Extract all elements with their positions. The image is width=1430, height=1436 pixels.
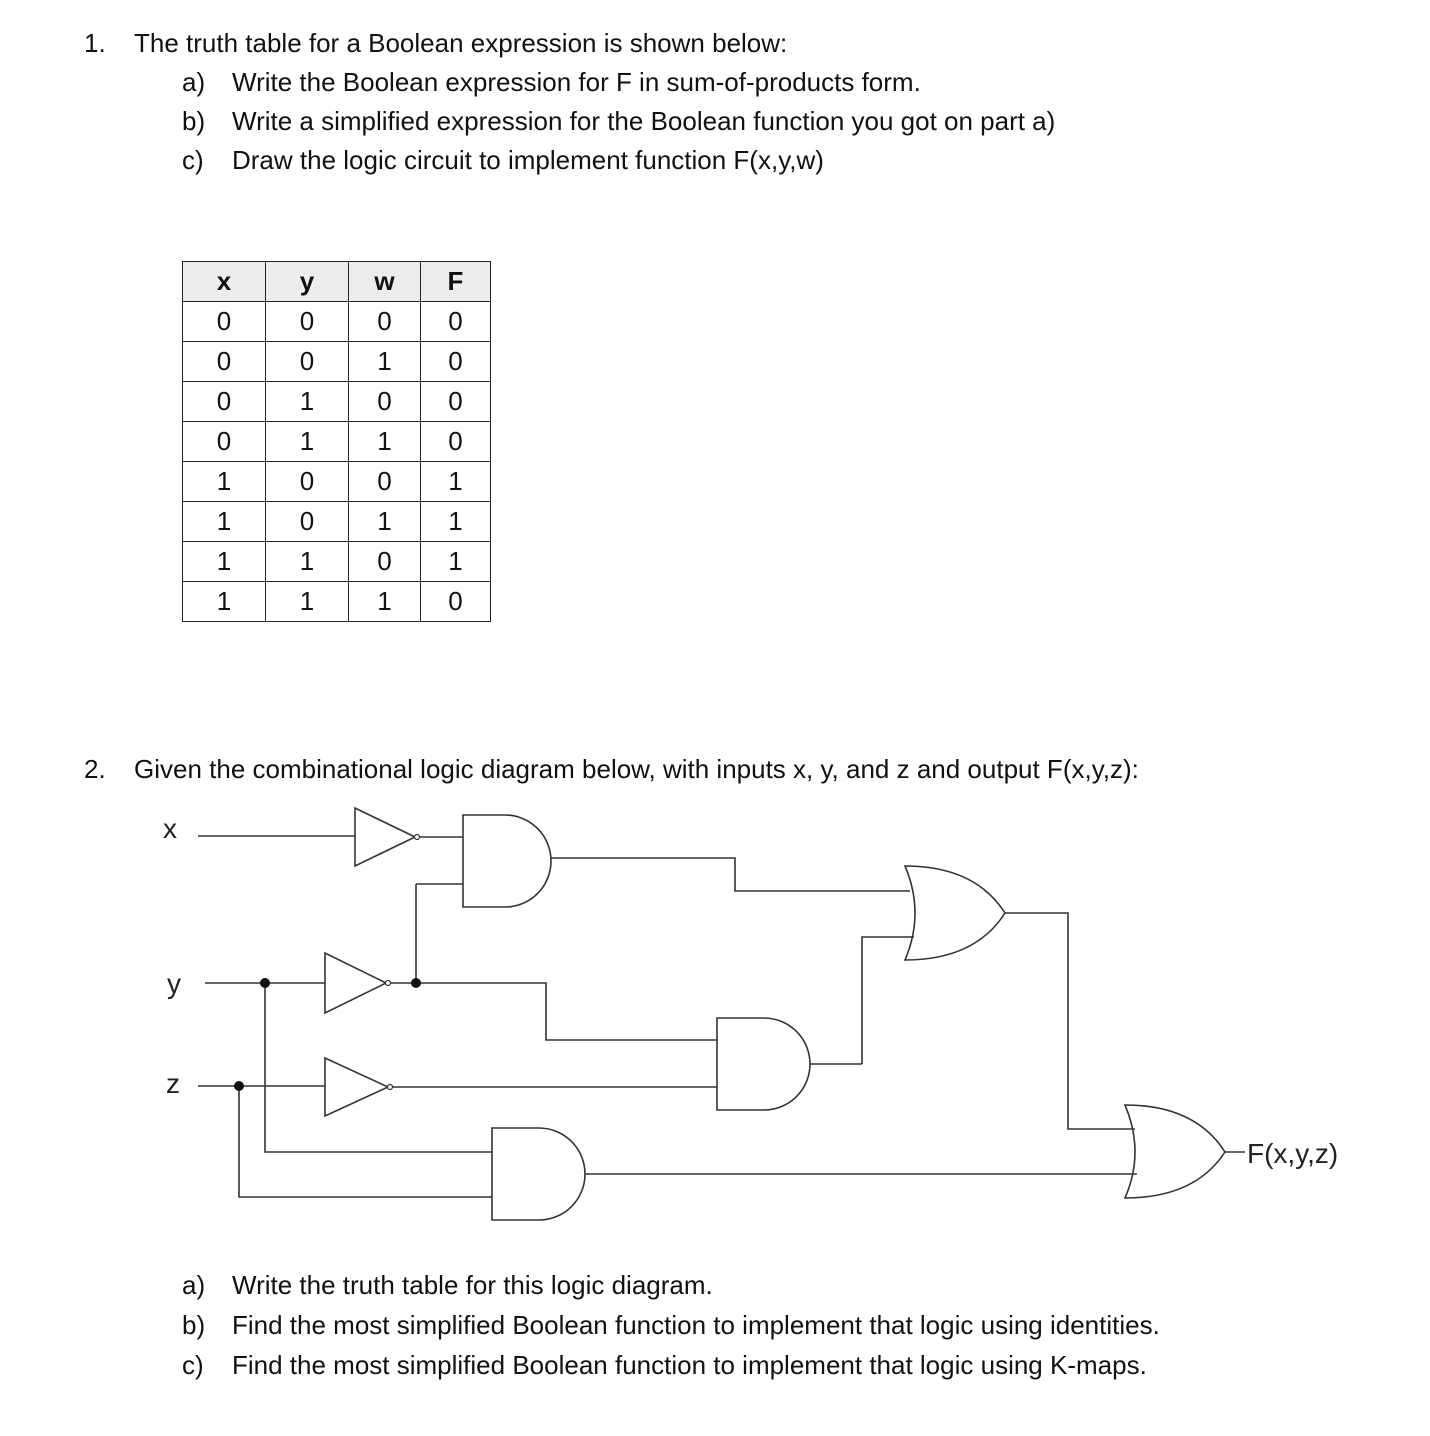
table-cell: 0: [183, 302, 266, 342]
table-cell: 1: [421, 542, 491, 582]
and-gate-1: [463, 815, 551, 907]
header-f: F: [421, 262, 491, 302]
part-label: a): [182, 67, 206, 97]
table-cell: 0: [421, 342, 491, 382]
bubble-x: [415, 835, 420, 840]
part-text: Find the most simplified Boolean function to implement that logic using K-maps.: [232, 1350, 1147, 1380]
table-cell: 1: [183, 582, 266, 622]
wire-y-branch: [265, 983, 492, 1152]
part-text: Write the Boolean expression for F in sum-of-products form.: [232, 67, 921, 97]
question-2-part-b: [182, 1310, 1160, 1341]
header-x: x: [183, 262, 266, 302]
part-label: c): [182, 1350, 204, 1380]
header-y: y: [266, 262, 349, 302]
question-1-part-c: [182, 145, 824, 176]
header-w: w: [349, 262, 421, 302]
buffer-y-gate: [325, 953, 386, 1013]
table-cell: 1: [349, 582, 421, 622]
part-text: Write a simplified expression for the Boolean function you got on part a): [232, 106, 1056, 136]
table-cell: 1: [421, 502, 491, 542]
part-label: c): [182, 145, 204, 175]
wire-z-branch: [239, 1086, 492, 1197]
table-cell: 0: [349, 302, 421, 342]
table-cell: 1: [349, 342, 421, 382]
table-row: [183, 502, 491, 542]
table-cell: 0: [183, 382, 266, 422]
table-cell: 0: [349, 462, 421, 502]
table-cell: 1: [183, 462, 266, 502]
table-row: [183, 382, 491, 422]
question-2-part-a: [182, 1270, 713, 1301]
table-cell: 1: [183, 502, 266, 542]
junction-dot-z: [234, 1081, 244, 1091]
table-cell: 1: [349, 422, 421, 462]
table-cell: 0: [421, 422, 491, 462]
bubble-y: [386, 981, 391, 986]
table-row: [183, 302, 491, 342]
table-cell: 0: [349, 382, 421, 422]
and-gate-2: [717, 1018, 810, 1110]
part-text: Write the truth table for this logic diagram.: [232, 1270, 713, 1300]
wire-y-buffer-out: [386, 983, 717, 1040]
label-x: x: [163, 813, 177, 844]
question-1-number: 1.: [84, 28, 106, 58]
table-cell: 1: [266, 382, 349, 422]
bubble-z: [388, 1085, 393, 1090]
question-1-part-b: [182, 106, 1055, 137]
table-cell: 0: [421, 582, 491, 622]
question-2-part-c: [182, 1350, 1147, 1381]
or-gate-2: [1125, 1105, 1225, 1198]
table-cell: 0: [266, 502, 349, 542]
part-text: Find the most simplified Boolean function to implement that logic using identities.: [232, 1310, 1160, 1340]
part-label: a): [182, 1270, 206, 1300]
part-label: b): [182, 106, 206, 136]
question-1-text: The truth table for a Boolean expression is shown below:: [134, 28, 788, 58]
logic-diagram: [0, 790, 1430, 1230]
part-text: Draw the logic circuit to implement function F(x,y,w): [232, 145, 824, 175]
and-gate-3: [492, 1128, 585, 1220]
table-cell: 0: [421, 382, 491, 422]
table-cell: 1: [349, 502, 421, 542]
question-1-part-a: [182, 67, 921, 98]
or-gate-1: [905, 866, 1005, 960]
junction-dot-y-not: [411, 978, 421, 988]
label-output: F(x,y,z): [1247, 1138, 1339, 1169]
table-cell: 1: [266, 542, 349, 582]
table-row: [183, 422, 491, 462]
question-2-text: Given the combinational logic diagram below, with inputs x, y, and z and output F(x,y,z):: [134, 754, 1139, 784]
truth-table-header-row: [183, 262, 491, 302]
table-cell: 1: [421, 462, 491, 502]
wire-or1-out: [1005, 913, 1135, 1129]
buffer-x-gate: [355, 808, 415, 866]
table-cell: 1: [266, 422, 349, 462]
table-row: [183, 342, 491, 382]
table-cell: 0: [183, 342, 266, 382]
table-cell: 0: [266, 462, 349, 502]
table-row: [183, 582, 491, 622]
junction-dot-y: [260, 978, 270, 988]
buffer-z-gate: [325, 1058, 388, 1116]
table-row: [183, 542, 491, 582]
table-cell: 0: [266, 302, 349, 342]
table-cell: 0: [349, 542, 421, 582]
question-2-number: 2.: [84, 754, 106, 784]
table-row: [183, 462, 491, 502]
label-y: y: [167, 968, 181, 999]
truth-table: [182, 261, 491, 622]
part-label: b): [182, 1310, 206, 1340]
table-cell: 0: [266, 342, 349, 382]
table-cell: 1: [266, 582, 349, 622]
table-cell: 0: [421, 302, 491, 342]
wire-and1-out: [551, 858, 910, 891]
label-z: z: [166, 1068, 180, 1099]
table-cell: 1: [183, 542, 266, 582]
table-cell: 0: [183, 422, 266, 462]
